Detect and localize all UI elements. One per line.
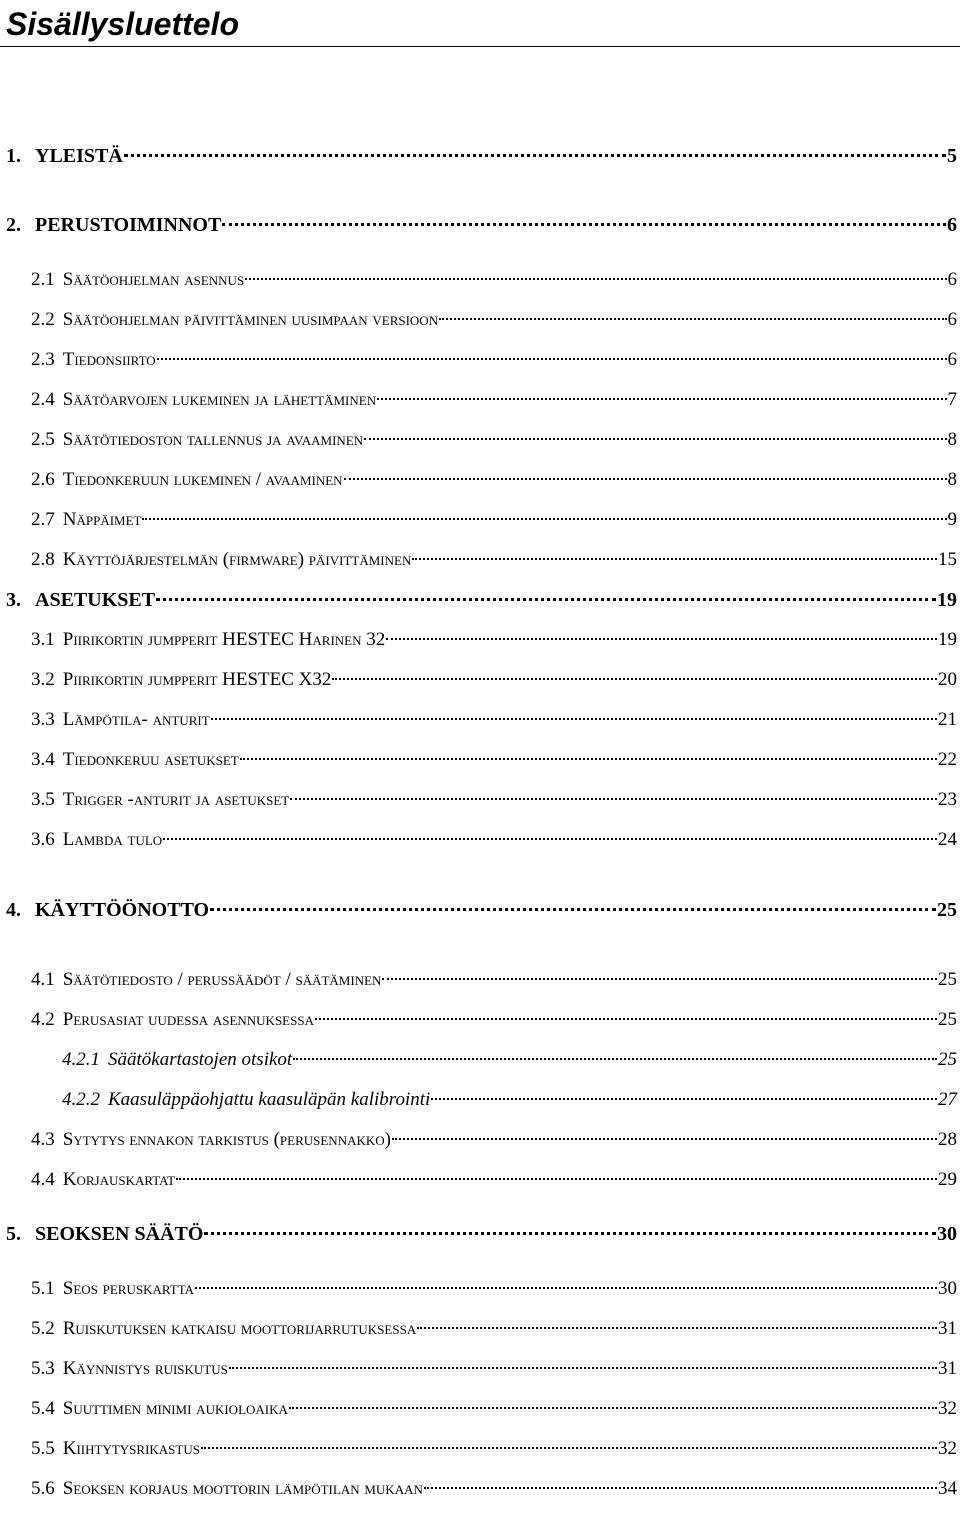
toc-entry-title: Korjauskartat: [62, 1169, 176, 1190]
toc-dot-leader: [222, 223, 946, 226]
toc-entry-title: PERUSTOIMINNOT: [35, 214, 222, 236]
toc-entry[interactable]: [6, 1220, 957, 1248]
toc-dot-leader: [204, 1232, 936, 1235]
toc-entry[interactable]: [31, 746, 957, 774]
toc-entry-title: Piirikortin jumpperit HESTEC Harinen 32: [62, 629, 386, 650]
toc-entry-number: 2.6: [31, 469, 55, 490]
toc-dot-leader: [290, 798, 937, 800]
toc-dot-leader: [386, 638, 937, 640]
toc-entry-title: SEOKSEN SÄÄTÖ: [35, 1223, 204, 1245]
toc-entry[interactable]: [31, 1006, 957, 1034]
toc-entry[interactable]: [6, 142, 957, 170]
toc-entry-number: 5.4: [31, 1398, 55, 1419]
toc-entry-page: 6: [947, 269, 957, 290]
toc-entry-page: 30: [937, 1223, 957, 1245]
toc-entry-page: 6: [947, 309, 957, 330]
toc-entry-page: 8: [947, 429, 957, 450]
toc-entry-number: 2.4: [31, 389, 55, 410]
toc-dot-leader: [156, 598, 936, 601]
toc-dot-leader: [211, 718, 937, 720]
toc-dot-leader: [424, 1487, 937, 1489]
toc-entry[interactable]: [31, 1166, 957, 1194]
toc-entry[interactable]: [31, 826, 957, 854]
toc-dot-leader: [163, 838, 937, 840]
toc-entry[interactable]: [31, 1315, 957, 1343]
toc-entry[interactable]: [31, 466, 957, 494]
toc-entry[interactable]: [31, 706, 957, 734]
toc-entry[interactable]: [62, 1046, 957, 1074]
toc-entry-title: Säätötiedoston tallennus ja avaaminen: [62, 429, 364, 450]
toc-entry-page: 32: [938, 1398, 957, 1419]
toc-dot-leader: [382, 978, 937, 980]
toc-entry-page: 27: [938, 1089, 957, 1110]
toc-dot-leader: [195, 1287, 937, 1289]
toc-dot-leader: [412, 558, 937, 560]
toc-dot-leader: [210, 908, 936, 911]
toc-entry-number: 5.6: [31, 1478, 55, 1499]
toc-dot-leader: [315, 1018, 937, 1020]
toc-entry-title: YLEISTÄ: [35, 145, 123, 167]
toc-dot-leader: [392, 1138, 937, 1140]
toc-entry-page: 32: [938, 1438, 957, 1459]
toc-entry-page: 9: [947, 509, 957, 530]
toc-entry-title: Perusasiat uudessa asennuksessa: [62, 1009, 314, 1030]
toc-entry[interactable]: [31, 1395, 957, 1423]
toc-dot-leader: [332, 678, 937, 680]
toc-entry-title: Säätöarvojen lukeminen ja lähettäminen: [62, 389, 377, 410]
toc-entry-number: 3.5: [31, 789, 55, 810]
toc-entry-page: 8: [947, 469, 957, 490]
page-title: Sisällysluettelo: [6, 6, 239, 42]
toc-entry-number: 4.2.2: [62, 1089, 100, 1110]
toc-entry-title: Lämpötila- anturit: [62, 709, 210, 730]
toc-entry-number: 2.5: [31, 429, 55, 450]
toc-entry-number: 4.4: [31, 1169, 55, 1190]
toc-entry-title: Sytytys ennakon tarkistus (perusennakko): [62, 1129, 391, 1150]
toc-entry-title: Näppäimet: [62, 509, 142, 530]
toc-entry[interactable]: [31, 426, 957, 454]
toc-entry-number: 5.2: [31, 1318, 55, 1339]
toc-entry-page: 25: [938, 969, 957, 990]
toc-entry-page: 15: [938, 549, 957, 570]
toc-entry-page: 25: [938, 1049, 957, 1070]
toc-entry-title: Säätöohjelman asennus: [62, 269, 245, 290]
toc-entry[interactable]: [31, 306, 957, 334]
toc-entry-number: 2.: [6, 214, 21, 236]
toc-entry-number: 5.5: [31, 1438, 55, 1459]
toc-entry-number: 3.: [6, 589, 21, 611]
toc-entry-number: 5.1: [31, 1278, 55, 1299]
toc-entry-number: 5.3: [31, 1358, 55, 1379]
toc-entry-number: 4.3: [31, 1129, 55, 1150]
toc-entry-title: Tiedonsiirto: [62, 349, 156, 370]
toc-entry-page: 30: [938, 1278, 957, 1299]
toc-entry-number: 4.2: [31, 1009, 55, 1030]
toc-entry-number: 2.8: [31, 549, 55, 570]
toc-entry-page: 21: [938, 709, 957, 730]
toc-entry-page: 31: [938, 1318, 957, 1339]
toc-entry-number: 3.2: [31, 669, 55, 690]
toc-entry-number: 4.: [6, 899, 21, 921]
toc-entry-number: 3.1: [31, 629, 55, 650]
toc-entry-title: Kaasuläppäohjattu kaasuläpän kalibrointi: [108, 1089, 431, 1110]
toc-entry[interactable]: [6, 211, 957, 239]
toc-entry-number: 4.2.1: [62, 1049, 100, 1070]
toc-entry[interactable]: [31, 1475, 957, 1503]
toc-entry-title: Käynnistys ruiskutus: [62, 1358, 228, 1379]
toc-dot-leader: [176, 1178, 937, 1180]
toc-dot-leader: [229, 1367, 937, 1369]
toc-dot-leader: [431, 1098, 937, 1100]
toc-entry-page: 22: [938, 749, 957, 770]
toc-entry[interactable]: [31, 506, 957, 534]
toc-entry-page: 6: [947, 349, 957, 370]
toc-entry[interactable]: [31, 786, 957, 814]
toc-entry[interactable]: [31, 666, 957, 694]
toc-dot-leader: [364, 438, 946, 440]
toc-entry-page: 34: [938, 1478, 957, 1499]
toc-dot-leader: [124, 154, 946, 157]
toc-entry-number: 3.3: [31, 709, 55, 730]
toc-entry-title: Ruiskutuksen katkaisu moottorijarrutuksessa: [62, 1318, 417, 1339]
toc-entry-number: 2.1: [31, 269, 55, 290]
toc-entry-title: Kiihtytysrikastus: [62, 1438, 200, 1459]
toc-entry-page: 23: [938, 789, 957, 810]
toc-entry[interactable]: [6, 896, 957, 924]
toc-entry-title: Käyttöjärjestelmän (firmware) päivittäminen: [62, 549, 412, 570]
toc-entry-page: 25: [938, 1009, 957, 1030]
toc-entry-page: 29: [938, 1169, 957, 1190]
toc-entry-page: 6: [947, 214, 957, 236]
toc-entry-title: Trigger -anturit ja asetukset: [62, 789, 290, 810]
toc-entry-page: 24: [938, 829, 957, 850]
toc-dot-leader: [245, 278, 946, 280]
toc-entry-page: 19: [938, 629, 957, 650]
toc-entry[interactable]: [31, 1275, 957, 1303]
toc-dot-leader: [344, 478, 947, 480]
toc-entry-title: ASETUKSET: [35, 589, 156, 611]
toc-dot-leader: [157, 358, 947, 360]
toc-entry-number: 3.6: [31, 829, 55, 850]
toc-entry[interactable]: [6, 586, 957, 614]
toc-dot-leader: [201, 1447, 937, 1449]
toc-entry-title: Seoksen korjaus moottorin lämpötilan mukaan: [62, 1478, 423, 1499]
toc-entry-title: Piirikortin jumpperit HESTEC X32: [62, 669, 332, 690]
toc-dot-leader: [293, 1058, 937, 1060]
toc-dot-leader: [240, 758, 937, 760]
toc-entry-title: Suuttimen minimi aukioloaika: [62, 1398, 288, 1419]
toc-entry-title: Säätöohjelman päivittäminen uusimpaan versioon: [62, 309, 439, 330]
toc-entry-page: 20: [938, 669, 957, 690]
toc-entry-page: 7: [947, 389, 957, 410]
toc-entry[interactable]: [31, 1355, 957, 1383]
toc-entry-number: 1.: [6, 145, 21, 167]
toc-entry-page: 5: [947, 145, 957, 167]
toc-entry[interactable]: [31, 966, 957, 994]
toc-entry-page: 25: [937, 899, 957, 921]
toc-entry-page: 19: [937, 589, 957, 611]
toc-entry-number: 2.7: [31, 509, 55, 530]
toc-entry[interactable]: [31, 1126, 957, 1154]
toc-entry-title: Lambda tulo: [62, 829, 163, 850]
toc-dot-leader: [439, 318, 946, 320]
toc-entry-number: 5.: [6, 1223, 21, 1245]
toc-entry[interactable]: [62, 1086, 957, 1114]
toc-entry-title: Tiedonkeruu asetukset: [62, 749, 239, 770]
toc-entry[interactable]: [31, 1435, 957, 1463]
toc-entry[interactable]: [31, 346, 957, 374]
toc-dot-leader: [142, 518, 946, 520]
toc-entry[interactable]: [31, 266, 957, 294]
toc-entry-title: Tiedonkeruun lukeminen / avaaminen: [62, 469, 343, 490]
toc-entry-title: Säätötiedosto / perussäädöt / säätäminen: [62, 969, 382, 990]
toc-entry-number: 3.4: [31, 749, 55, 770]
toc-entry-number: 2.2: [31, 309, 55, 330]
toc-entry[interactable]: [31, 386, 957, 414]
toc-entry-title: KÄYTTÖÖNOTTO: [35, 899, 210, 921]
toc-entry-number: 2.3: [31, 349, 55, 370]
toc-entry[interactable]: [31, 626, 957, 654]
toc-entry-title: Säätökartastojen otsikot: [108, 1049, 293, 1070]
toc-dot-leader: [289, 1407, 937, 1409]
toc-entry-number: 4.1: [31, 969, 55, 990]
toc-dot-leader: [417, 1327, 937, 1329]
toc-entry-title: Seos peruskartta: [62, 1278, 194, 1299]
toc-dot-leader: [377, 398, 946, 400]
toc-entry[interactable]: [31, 546, 957, 574]
toc-entry-page: 28: [938, 1129, 957, 1150]
toc-entry-page: 31: [938, 1358, 957, 1379]
